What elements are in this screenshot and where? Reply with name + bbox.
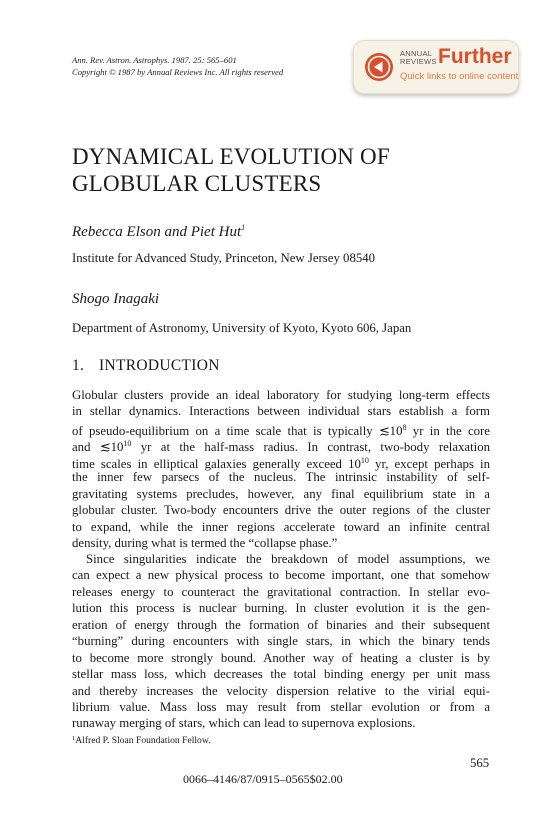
journal-citation — [72, 54, 342, 78]
author-names-text: Rebecca Elson and Piet Hut — [72, 224, 242, 240]
exponent: 10 — [123, 439, 132, 449]
affiliation-2: Department of Astronomy, University of Kyoto, Kyoto 606, Japan — [72, 321, 412, 335]
text-line: Globular clusters provide an ideal laboratory for studying long-term effects — [72, 388, 490, 402]
badge-further-label: Further — [438, 45, 512, 68]
badge-reviews-label: REVIEWS — [400, 57, 437, 66]
text-line: eration of energy through the formation of binaries and their subsequent — [72, 617, 490, 632]
text-line: lution this process is nuclear burning. In cluster evolution it is the gen- — [72, 601, 490, 616]
text-line: and $≲10^{10}$ yr at the half-mass radius. In contrast, two-body relaxation — [72, 439, 490, 455]
text-line: to expand, while the inner regions accelerate toward an infinite central — [72, 519, 490, 534]
text-line: of pseudo-equilibrium on a time scale that is typically $≲10^8$ yr in the core — [72, 422, 490, 438]
text-line: time scales in elliptical galaxies generally exceed $10^{10}$ yr, except perhaps in — [72, 455, 490, 471]
footnote-reference: 1 — [241, 223, 246, 232]
section-number: 1. — [72, 357, 85, 374]
citation-line-2: Copyright © 1987 by Annual Reviews Inc. All rights reserved — [72, 67, 284, 77]
text-line: the inner few parsecs of the nucleus. The intrinsic instability of self- — [72, 470, 490, 485]
badge-quick-links-link[interactable]: Quick links to online content — [400, 71, 519, 82]
text-line: and thereby increases the velocity dispersion relative to the virial equi- — [72, 683, 490, 698]
text-line: in stellar dynamics. Interactions between individual stars establish a form — [72, 404, 490, 419]
title-line-2: GLOBULAR CLUSTERS — [72, 171, 322, 196]
paragraph-2 — [72, 551, 490, 732]
section-title: INTRODUCTION — [99, 357, 220, 374]
affiliation-1: Institute for Advanced Study, Princeton, New Jersey 08540 — [72, 251, 376, 265]
badge-annual-label: ANNUAL — [400, 49, 433, 58]
text-line: runaway merging of stars, which can lead to supernova explosions. — [72, 716, 416, 731]
page-number: 565 — [470, 756, 490, 770]
paragraph-1 — [72, 387, 490, 551]
author-names-1 — [72, 219, 245, 241]
exponent: 8 — [402, 422, 407, 432]
text-line: globular cluster. Two-body encounters drive the outer regions of the cluster — [72, 503, 490, 518]
text-line: gravitating systems precludes, however, any final equilibrium state in a — [72, 486, 490, 501]
text-line: stellar mass loss, which decreases the total binding energy per unit mass — [72, 667, 490, 682]
citation-line-1: Ann. Rev. Astron. Astrophys. 1987. 25: 565–601 — [72, 55, 237, 65]
article-title — [72, 143, 492, 197]
exponent: 10 — [360, 455, 369, 465]
footnote — [72, 733, 211, 747]
text-line: “burning” during encounters with single stars, in which the binary tends — [72, 634, 490, 649]
text-line: to become more strongly bound. Another way of heating a cluster is by — [72, 650, 490, 665]
text-line: librium value. Mass loss may result from stellar evolution or from a — [72, 699, 490, 714]
footnote-marker: 1 — [72, 735, 76, 742]
issn-code: 0066–4146/87/0915–0565$02.00 — [183, 772, 343, 786]
footnote-text: Alfred P. Sloan Foundation Fellow. — [75, 735, 211, 746]
title-line-1: DYNAMICAL EVOLUTION OF — [72, 144, 390, 169]
author-names-2: Shogo Inagaki — [72, 291, 160, 307]
text-line: Since singularities indicate the breakdown of model assumptions, we — [86, 552, 490, 566]
section-heading — [72, 357, 220, 375]
text-line: can expect a new physical process to become important, one that somehow — [72, 568, 490, 583]
annual-reviews-further-badge[interactable] — [353, 40, 519, 94]
text-line: density, during what is termed the “collapse phase.” — [72, 535, 338, 550]
play-left-icon — [364, 52, 394, 82]
text-line: releases energy to counteract the gravitational contraction. In stellar evo- — [72, 584, 490, 599]
